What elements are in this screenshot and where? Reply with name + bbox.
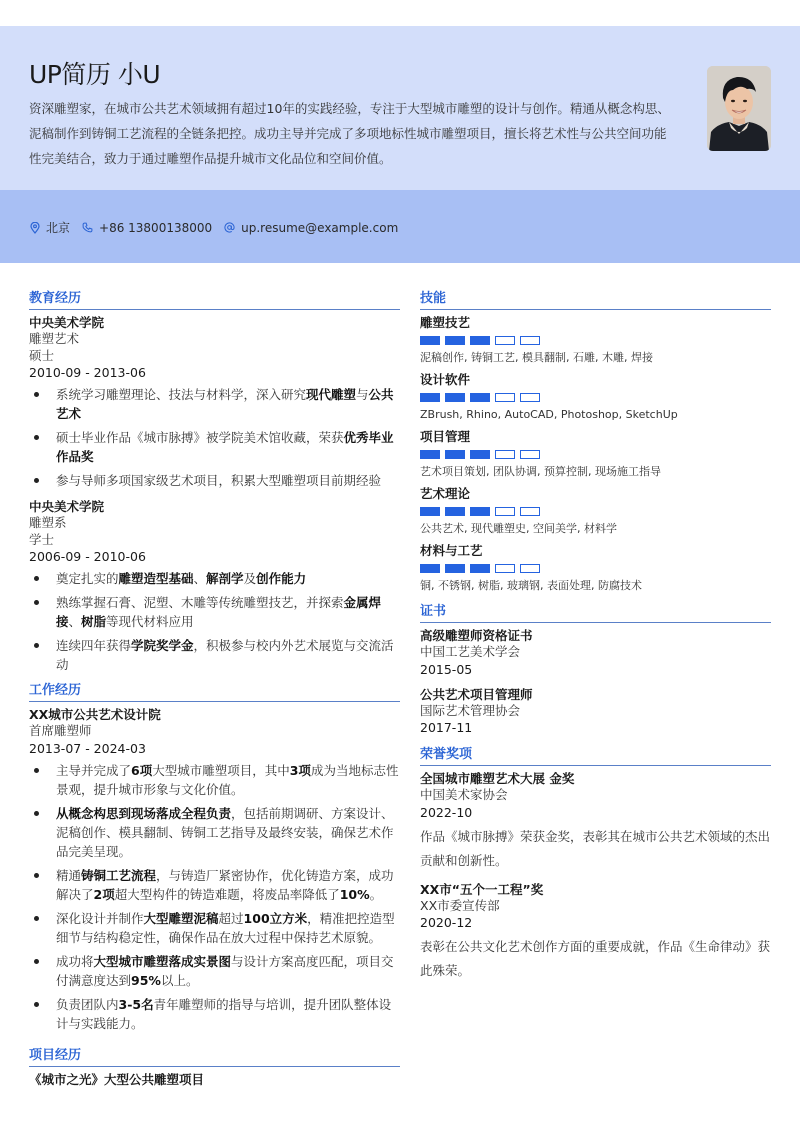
contact-email[interactable] [224, 221, 398, 235]
skill-entry [420, 314, 771, 365]
award-date: 2020-12 [420, 915, 473, 930]
bullet-item [29, 428, 400, 466]
level-empty-block [495, 564, 515, 573]
profile-summary: 资深雕塑家，在城市公共艺术领域拥有超过10年的实践经验，专注于大型城市雕塑的设计与创作。精通从概念构思、泥稿制作到铸铜工艺流程的全链条把控。成功主导并完成了多项地标性城市雕塑项目，擅长将艺术性与公共空间功能性完美结合，致力于通过雕塑作品提升城市文化品位和空间价值。 [29, 101, 670, 166]
level-filled-block [470, 507, 490, 516]
skill-level-meter [420, 507, 771, 516]
skill-name: 艺术理论 [420, 486, 471, 501]
level-empty-block [520, 450, 540, 459]
skill-entry [420, 485, 771, 536]
skills-section [420, 290, 771, 593]
bold-text: 大型城市雕塑落成实景图 [93, 953, 232, 969]
position: 首席雕塑师 [29, 723, 92, 738]
level-filled-block [445, 393, 465, 402]
bold-text: 从概念构思到现场落成全程负责 [56, 805, 232, 821]
text: 硕士毕业作品《城市脉搏》被学院美术馆收藏，荣获 [56, 430, 344, 445]
text: 成功将 [56, 953, 94, 969]
bold-text: 雕塑造型基础 [118, 571, 194, 586]
level-empty-block [495, 450, 515, 459]
certificate-date: 2015-05 [420, 661, 473, 677]
certificate-entry [420, 627, 771, 678]
text: 与 [356, 387, 369, 402]
contact-location [30, 219, 70, 236]
text: 负责团队内 [56, 996, 119, 1012]
bullet-item [29, 909, 400, 947]
certificate-issuer: 国际艺术管理协会 [420, 702, 521, 718]
projects-section [29, 1047, 400, 1088]
award-date: 2022-10 [420, 804, 473, 820]
bullet-list [29, 761, 400, 1033]
phone-icon [82, 222, 93, 233]
level-empty-block [495, 393, 515, 402]
level-empty-block [520, 336, 540, 345]
date-range: 2006-09 - 2010-06 [29, 549, 146, 564]
email-link[interactable]: up.resume@example.com [241, 220, 399, 235]
text: 、 [68, 614, 82, 629]
bullet-item [29, 593, 400, 631]
text: 以上。 [160, 972, 199, 988]
level-filled-block [420, 336, 440, 345]
left-column [29, 290, 400, 1096]
section-title: 证书 [420, 603, 771, 623]
skill-name: 设计软件 [420, 372, 471, 387]
skill-name: 雕塑技艺 [420, 315, 471, 330]
education-section [29, 290, 400, 674]
bullet-item [29, 471, 400, 490]
level-filled-block [470, 393, 490, 402]
bold-text: 创作能力 [256, 571, 307, 586]
bullet-list [29, 385, 400, 490]
skill-level-meter [420, 564, 771, 573]
certificate-entry [420, 686, 771, 737]
level-empty-block [495, 336, 515, 345]
project-entry [29, 1071, 400, 1088]
company-name: XX城市公共艺术设计院 [29, 707, 161, 722]
award-entry [420, 770, 771, 873]
text: ，与铸造厂紧密协作，优化铸造方案，成功解决了 [56, 867, 394, 902]
level-filled-block [445, 507, 465, 516]
section-title: 荣誉奖项 [420, 746, 771, 766]
contact-bar [0, 190, 800, 263]
bold-text: 优秀毕业作品奖 [56, 430, 394, 464]
text: 及 [243, 571, 257, 586]
text: ，积极参与校内外艺术展览与交流活动 [56, 638, 394, 672]
bold-text: 大型雕塑泥稿 [143, 910, 219, 926]
bold-text: 解剖学 [206, 571, 244, 586]
level-filled-block [420, 393, 440, 402]
major: 雕塑系 [29, 515, 67, 530]
profile-photo [707, 66, 771, 151]
skill-entry [420, 542, 771, 593]
award-name: 全国城市雕塑艺术大展 金奖 [420, 771, 575, 786]
bold-text: 铸铜工艺流程 [81, 867, 157, 883]
text: 精通 [56, 867, 82, 883]
certificate-date: 2017-11 [420, 720, 473, 735]
degree: 硕士 [29, 347, 55, 363]
major: 雕塑艺术 [29, 331, 80, 346]
award-description: 表彰在公共文化艺术创作方面的重要成就，作品《生命律动》获此殊荣。 [420, 939, 771, 978]
bullet-item [29, 804, 400, 861]
avatar-portrait-icon [707, 66, 771, 151]
skill-keywords: 公共艺术, 现代雕塑史, 空间美学, 材料学 [420, 522, 617, 535]
level-filled-block [445, 336, 465, 345]
resume-header [0, 26, 800, 190]
degree: 学士 [29, 531, 55, 547]
text: 等现代材料应用 [106, 614, 194, 629]
level-empty-block [520, 507, 540, 516]
bold-text: 100立方米 [243, 910, 308, 926]
award-issuer: XX市委宣传部 [420, 897, 500, 913]
award-description: 作品《城市脉搏》荣获金奖，表彰其在城市公共艺术领域的杰出贡献和创新性。 [420, 828, 771, 868]
text: 参与导师多项国家级艺术项目，积累大型雕塑项目前期经验 [56, 473, 382, 488]
award-issuer: 中国美术家协会 [420, 787, 508, 802]
awards-section [420, 746, 771, 983]
skill-level-meter [420, 336, 771, 345]
certificates-section [420, 603, 771, 736]
work-section [29, 682, 400, 1033]
skill-entry [420, 428, 771, 479]
location-pin-icon [30, 222, 40, 234]
date-range: 2013-07 - 2024-03 [29, 740, 146, 756]
bold-text: 6项 [131, 762, 153, 778]
bold-text: 学院奖学金 [131, 638, 194, 653]
bold-text: 3项 [289, 762, 311, 778]
award-entry [420, 881, 771, 984]
text: 青年雕塑师的指导与培训，提升团队整体设计与实践能力。 [56, 996, 392, 1031]
text: 奠定扎实的 [56, 571, 119, 586]
section-title: 教育经历 [29, 290, 400, 310]
text: ，包括前期调研、方案设计、泥稿创作、模具翻制、铸铜工艺指导及最终安装，确保艺术作品完美呈现。 [56, 805, 394, 859]
section-title: 项目经历 [29, 1047, 400, 1067]
bold-text: 树脂 [81, 614, 107, 629]
text: 熟练掌握石膏、泥塑、木雕等传统雕塑技艺，并探索 [56, 595, 344, 610]
bold-text: 公共艺术 [56, 387, 394, 421]
skill-level-meter [420, 450, 771, 459]
text: 与设计方案高度匹配，项目交付满意度达到 [56, 953, 394, 988]
education-entry [29, 314, 400, 490]
text: 大型城市雕塑项目，其中 [152, 762, 290, 778]
school-name: 中央美术学院 [29, 315, 105, 330]
level-empty-block [520, 393, 540, 402]
skill-level-meter [420, 393, 771, 402]
text: ，精准把控造型细节与结构稳定性，确保作品在放大过程中保持艺术原貌。 [56, 910, 395, 945]
text: 、 [193, 571, 207, 586]
bold-text: 2项 [93, 886, 115, 902]
location-text: 北京 [46, 221, 71, 235]
section-title: 工作经历 [29, 682, 400, 702]
bold-text: 10% [339, 886, 370, 902]
level-filled-block [420, 450, 440, 459]
text: 成为当地标志性景观，提升城市形象与文化价值。 [56, 762, 399, 797]
work-entry [29, 706, 400, 1033]
skill-keywords: 泥稿创作, 铸铜工艺, 模具翻制, 石雕, 木雕, 焊接 [420, 351, 653, 364]
date-range: 2010-09 - 2013-06 [29, 365, 146, 380]
level-empty-block [495, 507, 515, 516]
project-name: 《城市之光》大型公共雕塑项目 [29, 1071, 205, 1087]
bullet-item [29, 385, 400, 423]
bold-text: 3-5名 [118, 996, 154, 1012]
bullet-item [29, 761, 400, 799]
skill-name: 项目管理 [420, 429, 471, 444]
level-filled-block [420, 507, 440, 516]
certificate-issuer: 中国工艺美术学会 [420, 644, 521, 659]
bullet-item [29, 569, 400, 588]
text: 。 [369, 886, 383, 902]
level-filled-block [470, 450, 490, 459]
level-filled-block [420, 564, 440, 573]
level-filled-block [470, 336, 490, 345]
bullet-item [29, 995, 400, 1033]
level-filled-block [445, 564, 465, 573]
text: 主导并完成了 [56, 762, 132, 778]
award-name: XX市“五个一工程”奖 [420, 881, 544, 897]
bullet-item [29, 636, 400, 674]
bullet-list [29, 569, 400, 674]
school-name: 中央美术学院 [29, 499, 105, 514]
text: 系统学习雕塑理论、技法与材料学，深入研究 [56, 387, 307, 402]
skill-keywords: 铜, 不锈钢, 树脂, 玻璃钢, 表面处理, 防腐技术 [420, 579, 642, 592]
certificate-name: 高级雕塑师资格证书 [420, 628, 533, 643]
skill-keywords: ZBrush, Rhino, AutoCAD, Photoshop, SketchUp [420, 408, 678, 421]
bold-text: 现代雕塑 [306, 387, 357, 402]
candidate-name: UP简历 小U [29, 60, 161, 89]
level-empty-block [520, 564, 540, 573]
at-sign-icon [224, 222, 235, 233]
level-filled-block [470, 564, 490, 573]
bullet-item [29, 952, 400, 990]
text: 连续四年获得 [56, 638, 132, 653]
section-title: 技能 [420, 290, 771, 310]
skill-keywords: 艺术项目策划, 团队协调, 预算控制, 现场施工指导 [420, 465, 661, 478]
text: 超过 [218, 910, 244, 926]
bold-text: 95% [131, 972, 161, 988]
phone-text: +86 13800138000 [99, 220, 213, 235]
skill-name: 材料与工艺 [420, 543, 483, 558]
contact-phone [82, 221, 212, 235]
bold-text: 金属焊接 [56, 595, 382, 629]
level-filled-block [445, 450, 465, 459]
skill-entry [420, 371, 771, 422]
bullet-item [29, 866, 400, 904]
text: 深化设计并制作 [56, 910, 144, 926]
certificate-name: 公共艺术项目管理师 [420, 686, 533, 702]
text: 超大型构件的铸造难题，将废品率降低了 [114, 886, 340, 902]
right-column [420, 290, 771, 991]
education-entry [29, 498, 400, 674]
